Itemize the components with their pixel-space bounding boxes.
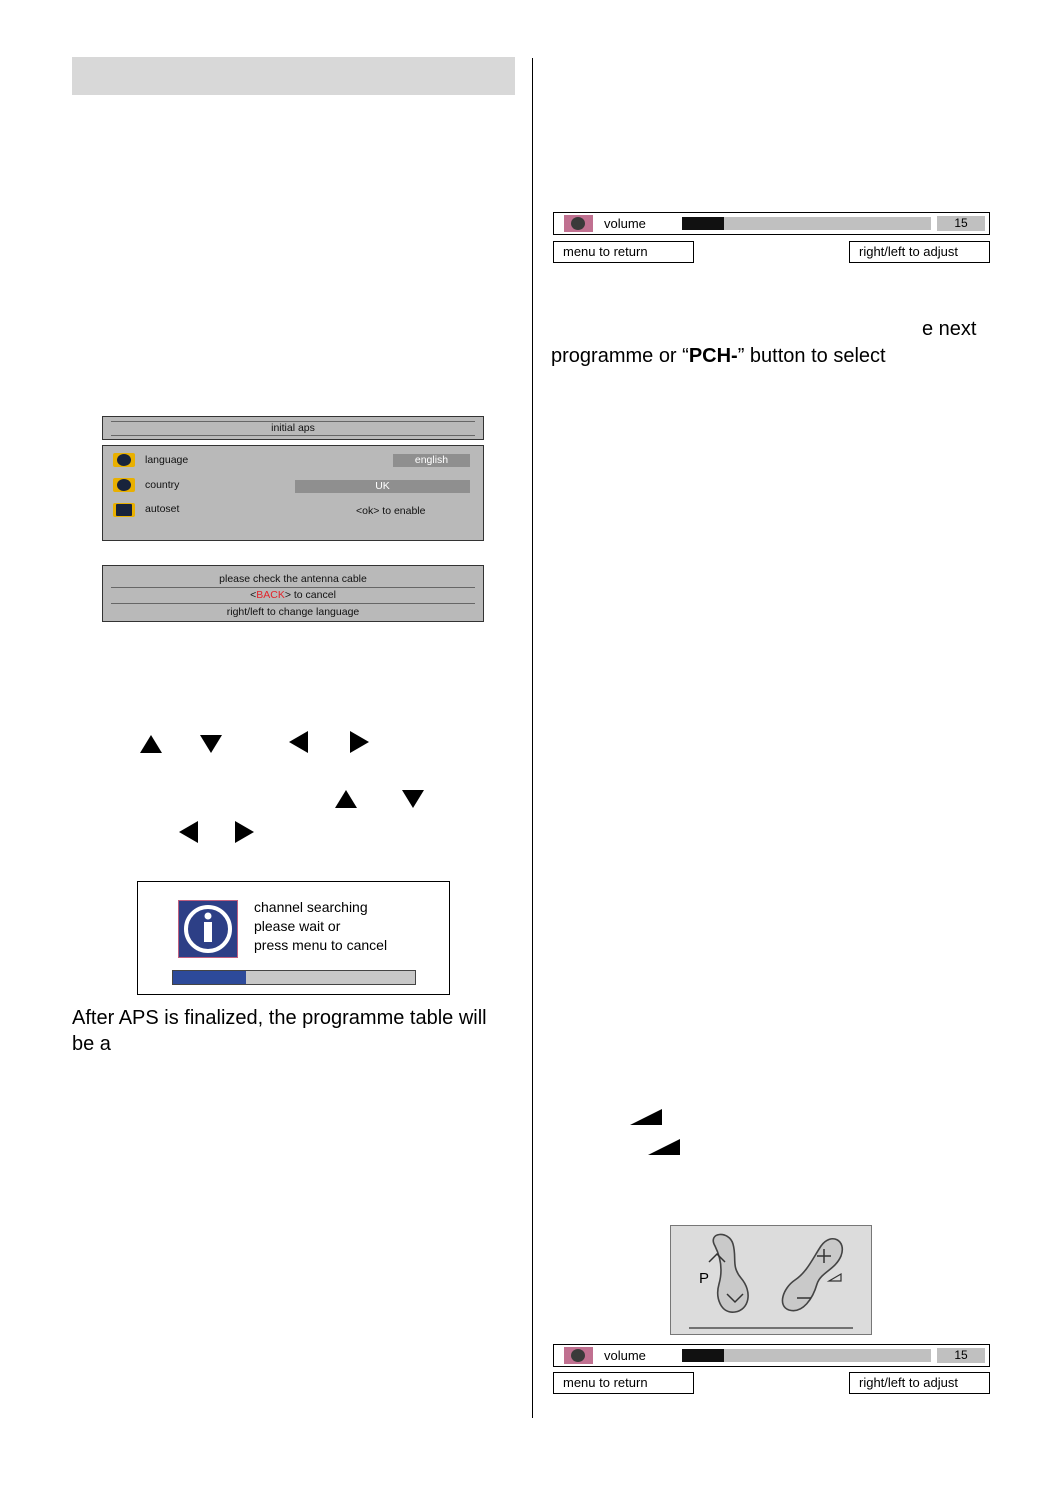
aps-finalized-text-line2: be a <box>72 1033 111 1055</box>
aps-finalized-text-line1: After APS is finalized, the programme table will <box>72 1007 487 1029</box>
language-icon <box>113 453 135 467</box>
channel-search-dialog <box>137 881 450 995</box>
volume-ramp-icon <box>648 1138 682 1156</box>
channel-search-line2: please wait or <box>254 918 341 934</box>
volume-ramp-icon <box>630 1108 664 1126</box>
autoset-label: autoset <box>145 503 180 515</box>
volume-value: 15 <box>937 216 985 231</box>
right-arrow-icon <box>350 731 369 753</box>
info-icon <box>178 900 238 958</box>
programme-button-label: P <box>699 1270 710 1287</box>
search-progress-bar <box>172 970 416 985</box>
speaker-icon <box>564 1347 593 1364</box>
language-value[interactable]: english <box>393 454 470 467</box>
volume-slider[interactable] <box>682 217 931 230</box>
volume-osd <box>553 1344 990 1367</box>
volume-level-fill <box>682 1349 724 1362</box>
section-title-bar <box>72 57 515 95</box>
initial-aps-title-box <box>102 416 484 440</box>
country-value[interactable]: UK <box>295 480 470 493</box>
volume-level-fill <box>682 217 724 230</box>
volume-label: volume <box>604 1348 646 1363</box>
antenna-notice-line1: please check the antenna cable <box>219 573 367 585</box>
volume-osd <box>553 212 990 235</box>
antenna-notice-line2: <BACK> to cancel <box>250 589 336 601</box>
channel-search-line1: channel searching <box>254 899 368 915</box>
tv-control-panel <box>670 1225 872 1335</box>
volume-label: volume <box>604 216 646 231</box>
volume-slider[interactable] <box>682 1349 931 1362</box>
menu-to-return-hint: menu to return <box>553 1372 694 1394</box>
right-arrow-icon <box>235 821 254 843</box>
back-key-label: BACK <box>256 589 285 601</box>
menu-to-return-hint: menu to return <box>553 241 694 263</box>
initial-aps-title: initial aps <box>271 422 315 434</box>
right-left-adjust-hint: right/left to adjust <box>849 1372 990 1394</box>
right-left-adjust-hint: right/left to adjust <box>849 241 990 263</box>
country-label: country <box>145 479 180 491</box>
volume-value: 15 <box>937 1348 985 1363</box>
channel-search-line3: press menu to cancel <box>254 937 388 953</box>
antenna-notice-box <box>102 565 484 622</box>
language-label: language <box>145 454 189 466</box>
left-arrow-icon <box>179 821 198 843</box>
antenna-notice-line3: right/left to change language <box>226 606 360 618</box>
column-divider <box>532 58 533 1418</box>
down-arrow-icon <box>200 735 222 753</box>
autoset-icon <box>113 503 135 517</box>
pch-minus-label: PCH- <box>688 345 738 367</box>
country-icon <box>113 478 135 492</box>
search-progress-fill <box>173 971 246 984</box>
autoset-value[interactable]: <ok> to enable <box>356 505 426 517</box>
down-arrow-icon <box>402 790 424 808</box>
programme-select-text: programme or “PCH-” button to select <box>551 345 886 367</box>
left-arrow-icon <box>289 731 308 753</box>
up-arrow-icon <box>140 735 162 753</box>
up-arrow-icon <box>335 790 357 808</box>
initial-aps-menu <box>102 445 484 541</box>
speaker-icon <box>564 215 593 232</box>
next-programme-text-tail: e next <box>922 318 977 340</box>
